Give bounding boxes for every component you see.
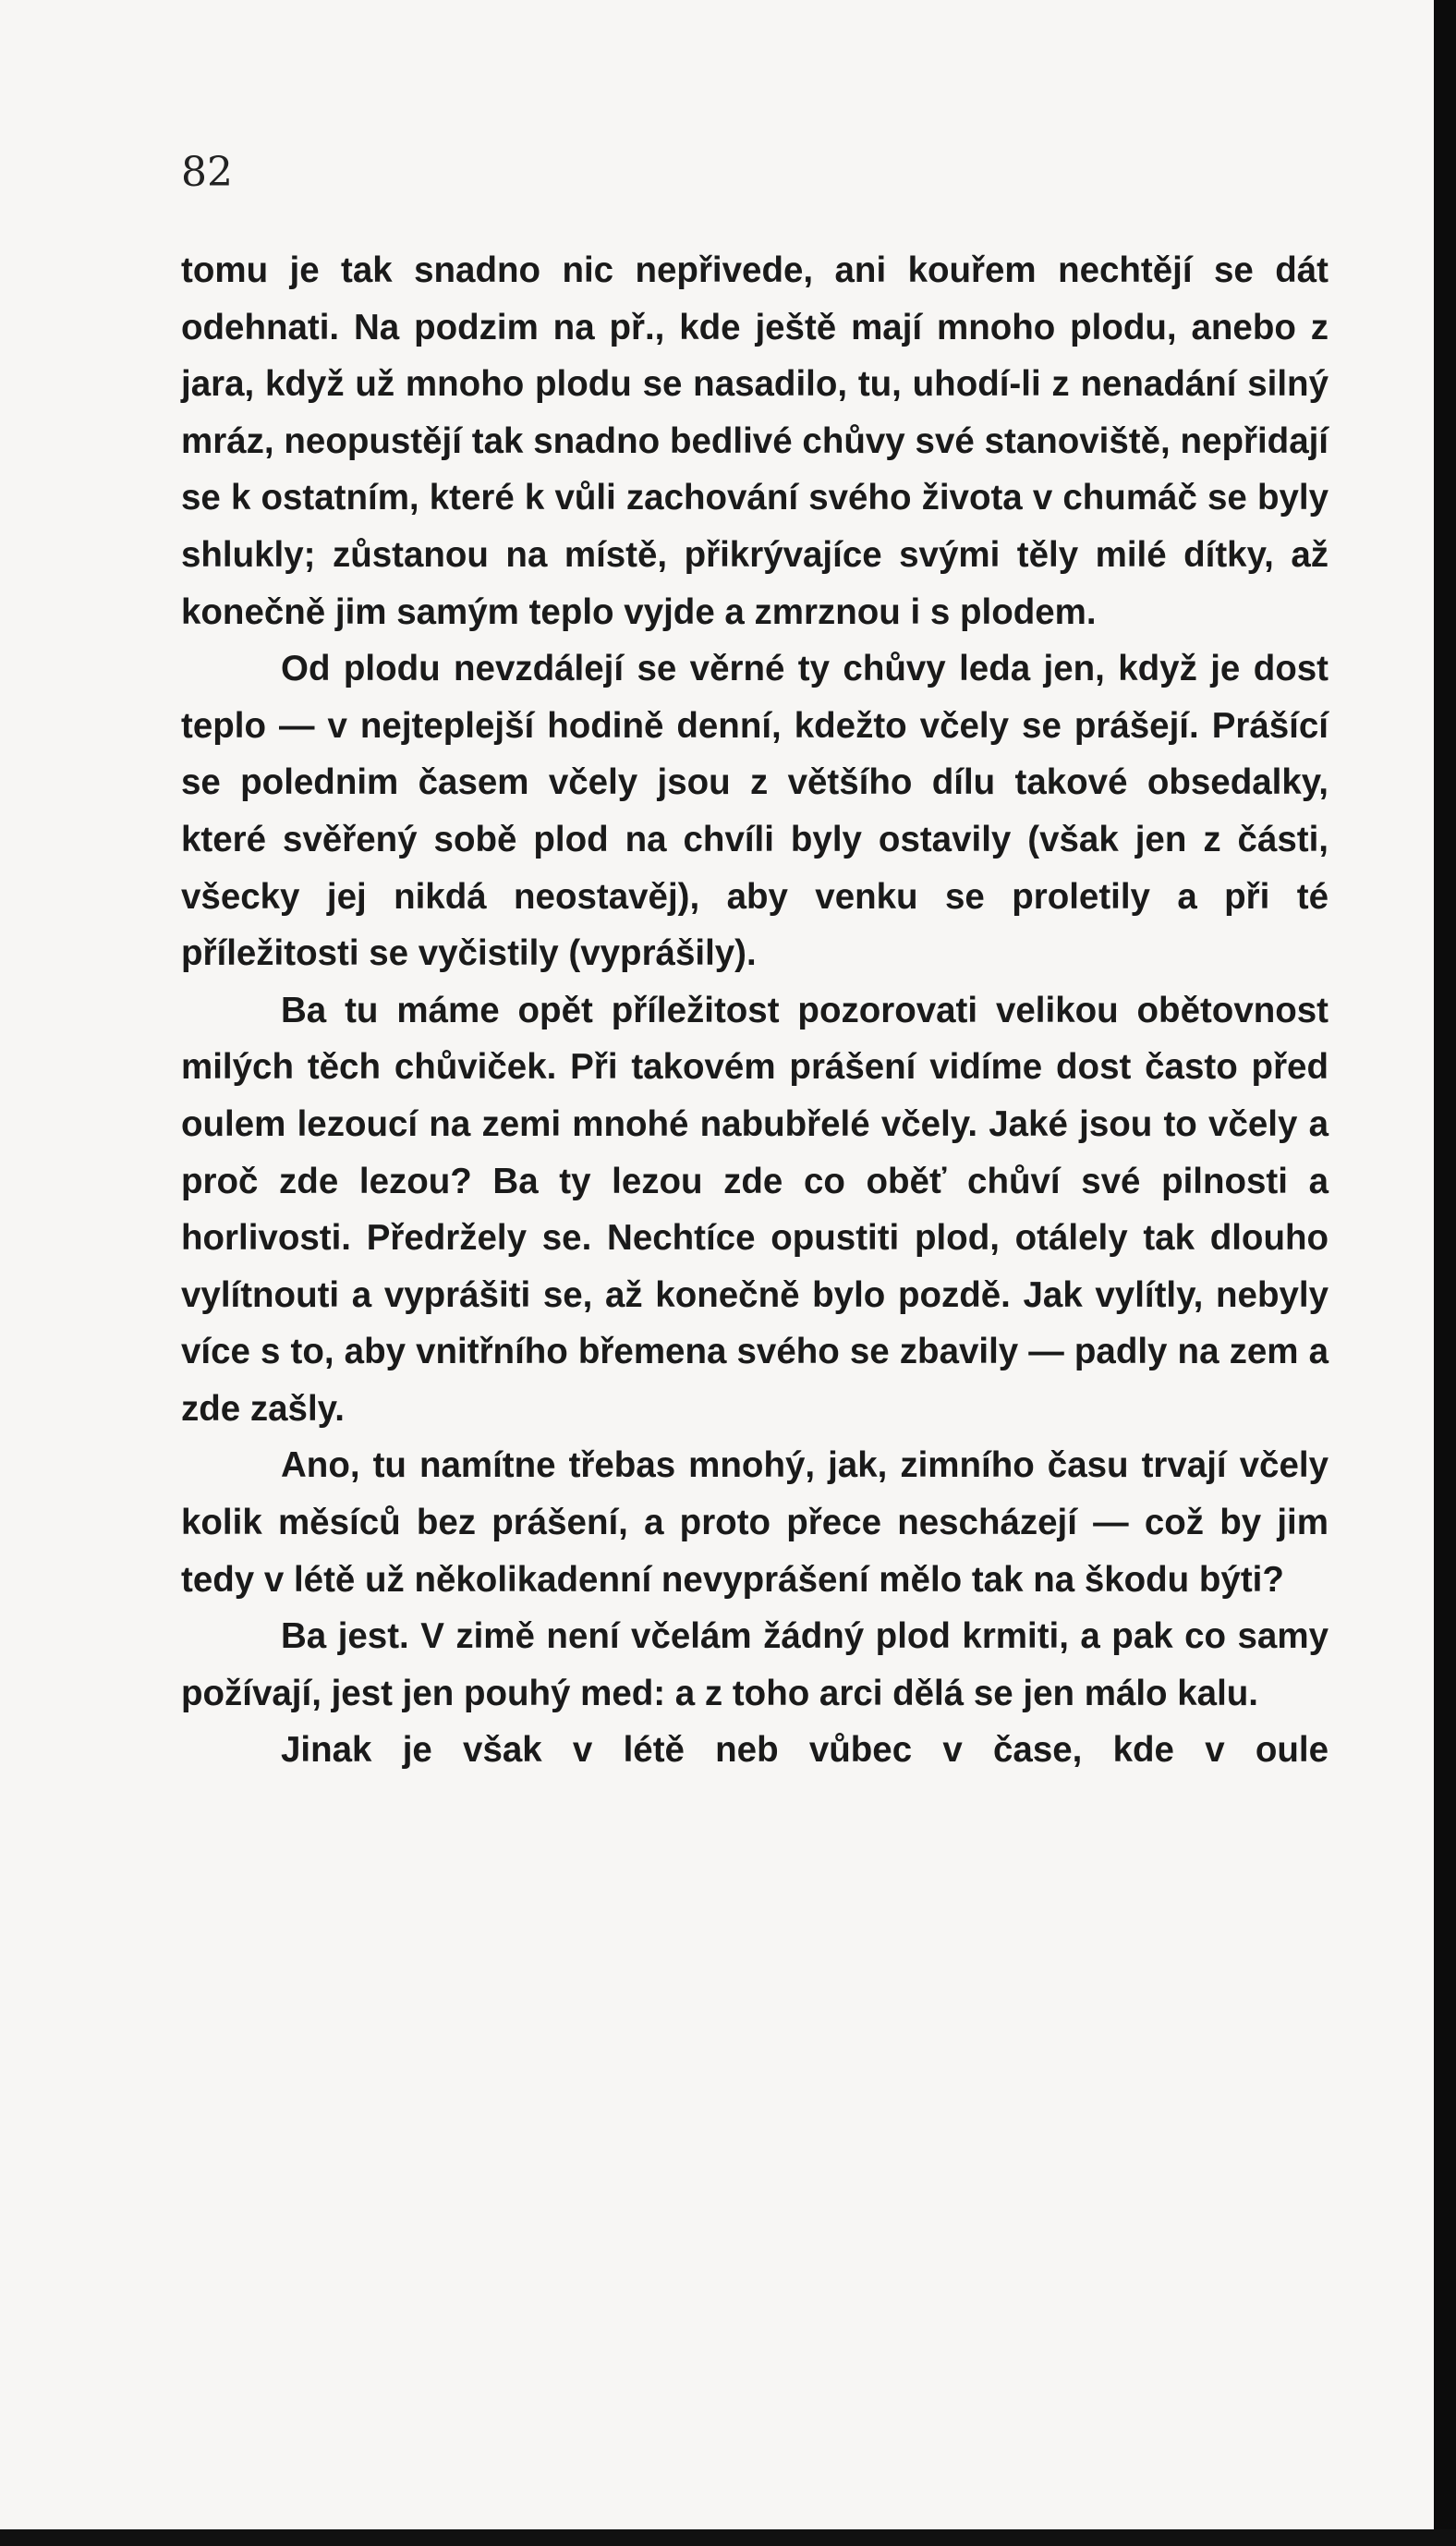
paragraph-3: Ba tu máme opět příležitost pozorovati velikou obětovnost milých těch chůviček. Při takovém prášení vidíme dost často před oulem lezoucí na zemi mnohé nabubřelé včely. Jaké jsou to včely a proč zde lezou? Ba ty lezou zde co oběť chůví své pilnosti a horlivosti. Předržely se. Nechtíce opustiti plod, otálely tak dlouho vylítnouti a vyprášiti se, až konečně bylo pozdě. Jak vylítly, nebyly více s to, aby vnitřního břemena svého se zbavily — padly na zem a zde zašly. [181,990,1329,1429]
scan-edge-right [1434,0,1456,2546]
scan-edge-bottom [0,2529,1456,2546]
paragraph-1: tomu je tak snadno nic nepřivede, ani kouřem nechtějí se dát odehnati. Na podzim na př., kde ještě mají mnoho plodu, anebo z jara, když už mnoho plodu se nasadilo, tu, uhodí-li z nenadání silný mráz, neopustějí tak snadno bedlivé chůvy své stanoviště, nepřidají se k ostatním, které k vůli zachování svého života v chumáč se byly shlukly; zůstanou na místě, přikrývajíce svými těly milé dítky, až konečně jim samým teplo vyjde a zmrznou i s plodem. [181,250,1329,632]
paragraph-2: Od plodu nevzdálejí se věrné ty chůvy leda jen, když je dost teplo — v nejteplejší hodině denní, kdežto včely se prášejí. Prášící se polednim časem včely jsou z většího dílu takové obsedalky, které svěřený sobě plod na chvíli byly ostavily (však jen z části, všecky jej nikdá neostavěj), aby venku se proletily a při té příležitosti se vyčistily (vyprášily). [181,649,1329,974]
page-number: 82 [181,149,233,196]
body-text [181,242,1329,1779]
paragraph-5: Ba jest. V zimě není včelám žádný plod krmiti, a pak co samy požívají, jest jen pouhý med: a z toho arci dělá se jen málo kalu. [181,1616,1329,1713]
paragraph-4: Ano, tu namítne třebas mnohý, jak, zimního času trvají včely kolik měsíců bez prášení, a proto přece nescházejí — což by jim tedy v létě už několikadenní nevyprášení mělo tak na škodu býti? [181,1445,1329,1600]
paragraph-6: Jinak je však v létě neb vůbec v čase, kde v oule [281,1730,1329,1771]
